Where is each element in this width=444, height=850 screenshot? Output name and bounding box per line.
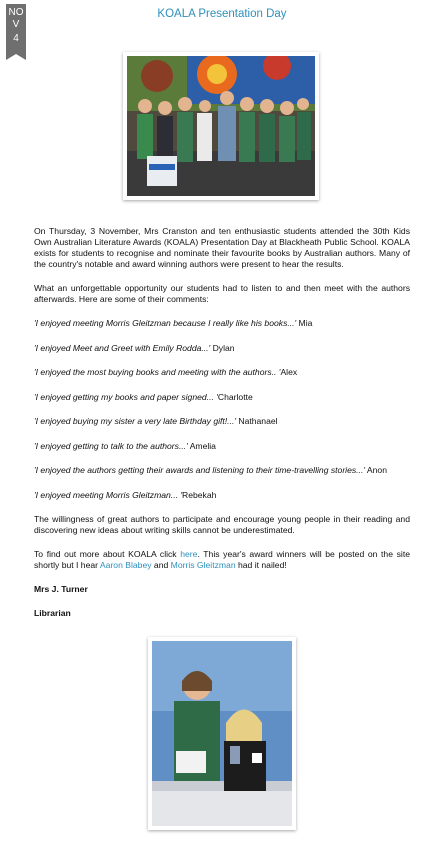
date-month-line1: NO [8,7,24,18]
comment-item: 'I enjoyed Meet and Greet with Emily Rodda...' Dylan [34,342,235,353]
author-signing-photo [148,637,296,830]
date-month-line2: V [12,19,20,30]
closing-paragraph: The willingness of great authors to participate and encourage young people in their reading and discovering new ideas about writing skills cannot be underestimated. [34,514,410,535]
aaron-blabey-link[interactable]: Aaron Blabey [99,560,152,570]
post-body [34,226,410,632]
lead-in-paragraph: What an unforgettable opportunity our students had to listen to and then meet with the authors afterwards. Here are some of their comments: [34,283,410,304]
comment-item: 'I enjoyed meeting Morris Gleitzman because I really like his books...' Mia [34,318,313,328]
comment-item: 'I enjoyed getting my books and paper signed... 'Charlotte [34,391,253,402]
intro-paragraph: On Thursday, 3 November, Mrs Cranston and ten enthusiastic students attended the 30th Kids Own Australian Literature Awards (KOALA) Presentation Day at Blackheath Public School. KOALA exists for students to recognise and nominate their favourite books by Australian authors. Many of the country's notable and award winning authors were present to hear the results. [34,226,410,269]
find-out-paragraph: To find out more about KOALA click here. This year's award winners will be posted on the site shortly but I hear Aaron Blabey and Morris Gleitzman had it nailed! [34,549,410,570]
comment-item: 'I enjoyed getting to talk to the authors...' Amelia [34,440,216,451]
author-signing-image [152,641,292,826]
group-photo [123,52,319,200]
signature-name: Mrs J. Turner [34,584,88,594]
date-day: 4 [13,33,19,44]
comment-item: 'I enjoyed meeting Morris Gleitzman... 'Rebekah [34,489,217,500]
signature-role: Librarian [34,608,71,618]
group-photo-image [127,56,315,196]
comment-item: 'I enjoyed the authors getting their awards and listening to their time-travelling stories...' Anon [34,465,387,475]
comment-item: 'I enjoyed the most buying books and meeting with the authors.. 'Alex [34,367,298,377]
post-title[interactable]: KOALA Presentation Day [157,8,287,20]
morris-gleitzman-link[interactable]: Morris Gleitzman [170,560,236,570]
koala-here-link[interactable]: here [180,549,198,559]
comment-item: 'I enjoyed buying my sister a very late Birthday gift!...' Nathanael [34,416,278,426]
